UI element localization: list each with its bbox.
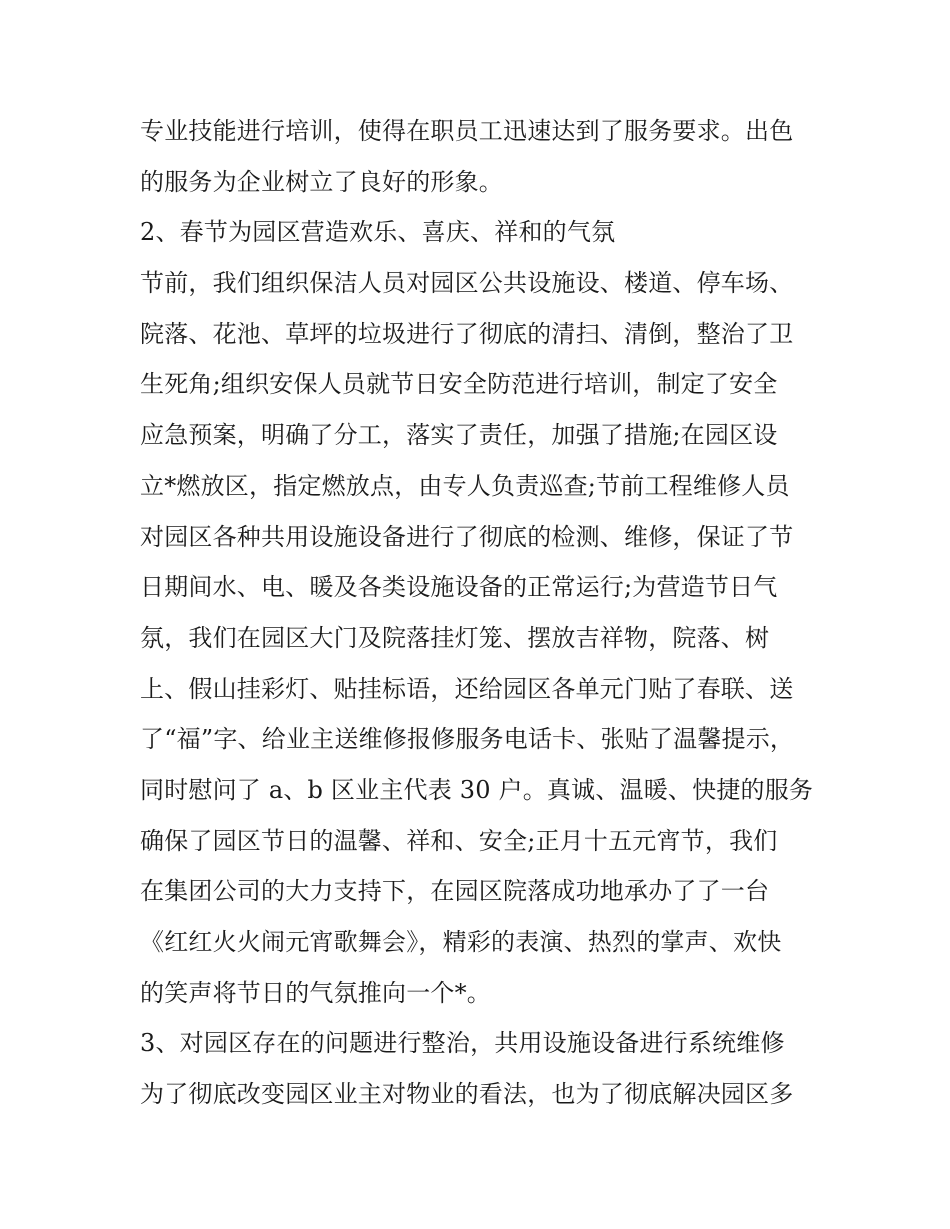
paragraph-line: 氛，我们在园区大门及院落挂灯笼、摆放吉祥物，院落、树 bbox=[140, 623, 770, 652]
paragraph-line: 确保了园区节日的温馨、祥和、安全;正月十五元宵节，我们 bbox=[140, 826, 778, 855]
paragraph-line: 同时慰问了 a、b 区业主代表 30 户。真诚、温暖、快捷的服务 bbox=[140, 775, 814, 804]
paragraph-line: 节前，我们组织保洁人员对园区公共设施设、楼道、停车场、 bbox=[140, 269, 794, 298]
paragraph-line: 生死角;组织安保人员就节日安全防范进行培训，制定了安全 bbox=[140, 370, 778, 399]
paragraph-line: 的笑声将节日的气氛推向一个*。 bbox=[140, 978, 491, 1007]
paragraph-line: 在集团公司的大力支持下，在园区院落成功地承办了了一台 bbox=[140, 877, 770, 906]
paragraph-line: 《红红火火闹元宵歌舞会》，精彩的表演、热烈的掌声、欢快 bbox=[140, 928, 782, 956]
paragraph-line: 对园区各种共用设施设备进行了彻底的检测、维修，保证了节 bbox=[140, 522, 794, 551]
paragraph-line: 上、假山挂彩灯、贴挂标语，还给园区各单元门贴了春联、送 bbox=[140, 674, 794, 703]
paragraph-line: 为了彻底改变园区业主对物业的看法，也为了彻底解决园区多 bbox=[140, 1080, 794, 1109]
paragraph-line: 了“福”字、给业主送维修报修服务电话卡、张贴了温馨提示， bbox=[140, 725, 795, 754]
paragraph-line: 的服务为企业树立了良好的形象。 bbox=[140, 167, 503, 196]
paragraph-line: 日期间水、电、暖及各类设施设备的正常运行;为营造节日气 bbox=[140, 573, 778, 602]
paragraph-line: 专业技能进行培训，使得在职员工迅速达到了服务要求。出色 bbox=[140, 117, 794, 145]
paragraph-line: 立*燃放区，指定燃放点，由专人负责巡查;节前工程维修人员 bbox=[140, 471, 790, 500]
section-heading: 3、对园区存在的问题进行整治，共用设施设备进行系统维修 bbox=[140, 1029, 785, 1058]
section-heading: 2、春节为园区营造欢乐、喜庆、祥和的气氛 bbox=[140, 218, 616, 247]
paragraph-line: 院落、花池、草坪的垃圾进行了彻底的清扫、清倒，整治了卫 bbox=[140, 319, 794, 348]
paragraph-line: 应急预案，明确了分工，落实了责任，加强了措施;在园区设 bbox=[140, 421, 778, 450]
document-body bbox=[140, 106, 820, 1120]
